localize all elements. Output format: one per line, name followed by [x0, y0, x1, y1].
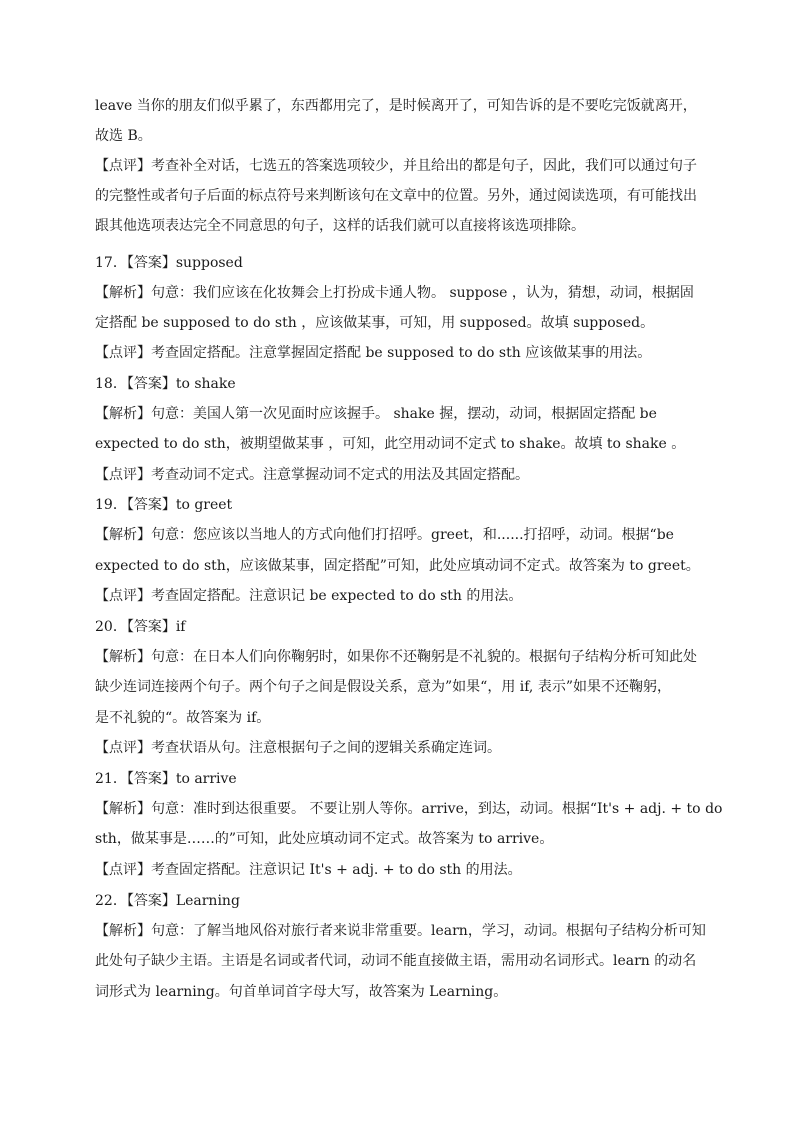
- text-line: 的完整性或者句子后面的标点符号来判断该句在文章中的位置。另外，通过阅读选项，有可能找出: [95, 188, 697, 204]
- comment-line: 【点评】考查状语从句。注意根据句子之间的逻辑关系确定连词。: [95, 740, 501, 756]
- text-line: 故选 B。: [95, 128, 152, 144]
- analysis-line: 【解析】句意：您应该以当地人的方式向他们打招呼。greet，和......打招呼，动词。根据“be: [95, 527, 674, 543]
- text-line: expected to do sth，被期望做某事 ，可知，此空用动词不定式 to shake。故填 to shake 。: [95, 436, 686, 452]
- answer-heading-17: 17．【答案】supposed: [95, 255, 243, 271]
- answer-heading-21: 21．【答案】to arrive: [95, 771, 237, 787]
- answer-heading-18: 18．【答案】to shake: [95, 376, 236, 392]
- text-line: 缺少连词连接两个句子。两个句子之间是假设关系，意为”如果“，用 if, 表示”如果不还鞠躬，: [95, 679, 671, 695]
- comment-line: 【点评】考查动词不定式。注意掌握动词不定式的用法及其固定搭配。: [95, 467, 529, 483]
- text-line: sth，做某事是……的”可知，此处应填动词不定式。故答案为 to arrive。: [95, 831, 554, 847]
- analysis-line: 【解析】句意：我们应该在化妆舞会上打扮成卡通人物。 suppose ，认为，猜想，动词，根据固: [95, 285, 694, 301]
- text-line: 是不礼貌的“。故答案为 if。: [95, 710, 271, 726]
- text-line: leave 当你的朋友们似乎累了，东西都用完了，是时候离开了，可知告诉的是不要吃完饭就离开，: [95, 98, 697, 114]
- analysis-line: 【解析】句意：美国人第一次见面时应该握手。 shake 握，摆动，动词，根据固定搭配 be: [95, 406, 657, 422]
- analysis-line: 【解析】句意：在日本人们向你鞠躬时，如果你不还鞠躬是不礼貌的。根据句子结构分析可知此处: [95, 649, 697, 665]
- analysis-line: 【解析】句意：了解当地风俗对旅行者来说非常重要。learn，学习，动词。根据句子结构分析可知: [95, 923, 706, 939]
- comment-line: 【点评】考查固定搭配。注意识记 It's + adj. + to do sth 的用法。: [95, 862, 522, 878]
- comment-line: 【点评】考查固定搭配。注意掌握固定搭配 be supposed to do sth 应该做某事的用法。: [95, 345, 652, 361]
- analysis-line: 【解析】句意：准时到达很重要。 不要让别人等你。arrive，到达，动词。根据“It's + adj. + to do: [95, 801, 723, 817]
- text-line: 词形式为 learning。句首单词首字母大写，故答案为 Learning。: [95, 984, 508, 1000]
- answer-heading-20: 20．【答案】if: [95, 619, 186, 635]
- text-line: 跟其他选项表达完全不同意思的句子，这样的话我们就可以直接将该选项排除。: [95, 218, 585, 234]
- comment-line: 【点评】考查固定搭配。注意识记 be expected to do sth 的用法。: [95, 588, 523, 604]
- text-line: expected to do sth，应该做某事，固定搭配”可知，此处应填动词不定式。故答案为 to greet。: [95, 558, 700, 574]
- text-line: 定搭配 be supposed to do sth ，应该做某事，可知，用 supposed。故填 supposed。: [95, 315, 655, 331]
- comment-line: 【点评】考查补全对话，七选五的答案选项较少，并且给出的都是句子，因此，我们可以通过句子: [95, 158, 697, 174]
- answer-heading-22: 22．【答案】Learning: [95, 893, 240, 909]
- answer-heading-19: 19．【答案】to greet: [95, 497, 233, 513]
- text-line: 此处句子缺少主语。主语是名词或者代词，动词不能直接做主语，需用动名词形式。learn 的动名: [95, 953, 697, 969]
